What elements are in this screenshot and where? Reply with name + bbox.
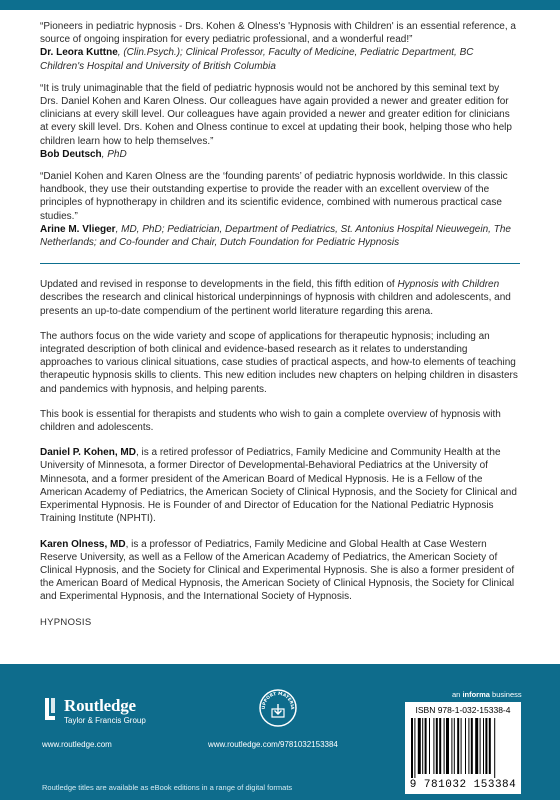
description-paragraph: This book is essential for therapists and students who wish to gain a complete overview of hypnosis with children and adolescents. bbox=[40, 408, 501, 434]
support-badge-label: UPPORT MATERIA bbox=[261, 691, 295, 710]
author-name: Daniel P. Kohen, MD bbox=[40, 447, 136, 459]
section-divider bbox=[40, 263, 520, 264]
isbn-number: ISBN 978-1-032-15338-4 bbox=[415, 705, 511, 715]
endorser-name: Dr. Leora Kuttne bbox=[40, 47, 118, 59]
informa-brand: informa bbox=[462, 690, 490, 699]
quote-attribution bbox=[40, 148, 520, 161]
author-bio bbox=[40, 538, 520, 604]
description-text: describes the research and clinical historical underpinnings of hypnosis with children and adolescents, and presents an up-to-date compendium of the pertinent world literature regarding this arena. bbox=[40, 292, 511, 317]
author-bio-text: , is a professor of Pediatrics, Family Medicine and Global Health at Case Western Reserve University, as well as a Fellow of the American Academy of Pediatrics, the American Society of Clinical Hypnosis, and the Society for Clinical and Experimental Hypnosis. She is also a former president of the American Board of Medical Hypnosis, the American Society of Clinical Hypnosis, the Society for Clinical and Experimental Hypnosis, and the International Society of Hypnosis. bbox=[40, 538, 515, 603]
ebook-availability-note: Routledge titles are available as eBook editions in a range of digital formats bbox=[42, 783, 293, 792]
support-material-url[interactable]: www.routledge.com/9781032153384 bbox=[208, 740, 338, 749]
quote-text: “It is truly unimaginable that the field of pediatric hypnosis would not be anchored by this seminal text by Drs. Daniel Kohen and Karen Olness. Our colleagues have again provided a newer and greater edition for clinicians at every skill level. Our colleagues have again provided a newer and greater edition for clinicians at every skill level. Drs. Kohen and Olness continue to excel at updating their book, helping those who help children learn how to help themselves.” bbox=[40, 82, 512, 147]
publisher-url[interactable]: www.routledge.com bbox=[42, 740, 112, 749]
endorser-name: Bob Deutsch bbox=[40, 148, 102, 160]
description-text: Updated and revised in response to developments in the field, this fifth edition of bbox=[40, 279, 398, 291]
svg-text:SUPPORT MATERIAL bbox=[258, 688, 295, 710]
barcode-digits: 9 781032 153384 bbox=[409, 779, 517, 791]
routledge-logo bbox=[42, 694, 202, 734]
informa-business-label bbox=[452, 690, 522, 699]
quote-text: “Daniel Kohen and Karen Olness are the ‘founding parents’ of pediatric hypnosis worldwide. In this classic handbook, they use their outstanding expertise to provide the reader with an excellent overview of the principles of hypnotherapy in children and its scientific evidence, combined with numerous practical case studies.” bbox=[40, 171, 508, 222]
routledge-logo-icon bbox=[42, 696, 58, 722]
endorsement-quote bbox=[40, 82, 520, 161]
endorser-credentials: , MD, PhD; Pediatrician, Department of Pediatrics, St. Antonius Hospital Nieuwegein, The Netherlands; and Co-founder and Chair, Dutch Foundation for Pediatric Hypnosis bbox=[40, 223, 511, 249]
author-bio-text: , is a retired professor of Pediatrics, Family Medicine and Community Health at the University of Minnesota, a former Director of Developmental-Behavioral Pediatrics at the University of Minnesota, and a former president of the American Board of Medical Hypnosis. He is a Fellow of the American Academy of Pediatrics, the American Society of Clinical Hypnosis, and the Society for Clinical and Experimental Hypnosis. He is Founder of and Director of Education for the National Pediatric Hypnosis Training Institute (NPHTI). bbox=[40, 447, 517, 525]
publisher-footer bbox=[0, 664, 560, 800]
subject-category: HYPNOSIS bbox=[40, 616, 92, 628]
back-cover-text bbox=[40, 20, 520, 629]
description-paragraph bbox=[40, 278, 520, 318]
quote-attribution bbox=[40, 223, 520, 249]
endorser-name: Arine M. Vlieger bbox=[40, 223, 116, 235]
quote-attribution bbox=[40, 46, 520, 72]
top-accent-bar bbox=[0, 0, 560, 10]
barcode-bars bbox=[409, 718, 517, 778]
support-material-icon bbox=[258, 688, 298, 728]
isbn-barcode bbox=[405, 702, 521, 794]
informa-suffix: business bbox=[489, 690, 522, 699]
informa-prefix: an bbox=[452, 690, 463, 699]
book-title: Hypnosis with Children bbox=[397, 279, 500, 291]
endorser-credentials: , (Clin.Psych.); Clinical Professor, Faculty of Medicine, Pediatric Department, BC Children's Hospital and University of British Columbia bbox=[40, 47, 474, 72]
endorser-credentials: , PhD bbox=[101, 148, 127, 160]
publisher-group: Taylor & Francis Group bbox=[64, 716, 146, 725]
endorsement-quote bbox=[40, 170, 520, 249]
quote-text: “Pioneers in pediatric hypnosis - Drs. Kohen & Olness's 'Hypnosis with Children' is an essential reference, a source of ongoing inspiration for every pediatric professional, and a wonderful read!” bbox=[40, 21, 516, 46]
publisher-name: Routledge bbox=[64, 696, 136, 715]
endorsement-quote bbox=[40, 20, 520, 73]
author-bio bbox=[40, 446, 520, 525]
author-name: Karen Olness, MD bbox=[40, 538, 126, 550]
description-paragraph: The authors focus on the wide variety and scope of applications for therapeutic hypnosis; including an integrated description of both clinical and evidence-based research as it relates to understanding approaches to various clinical situations, case studies of practical aspects, and how-to elements of teaching therapeutic hypnosis skills to clients. This new edition includes new chapters on helping children in disasters and pandemics with hypnosis, and helping parents. bbox=[40, 330, 518, 395]
